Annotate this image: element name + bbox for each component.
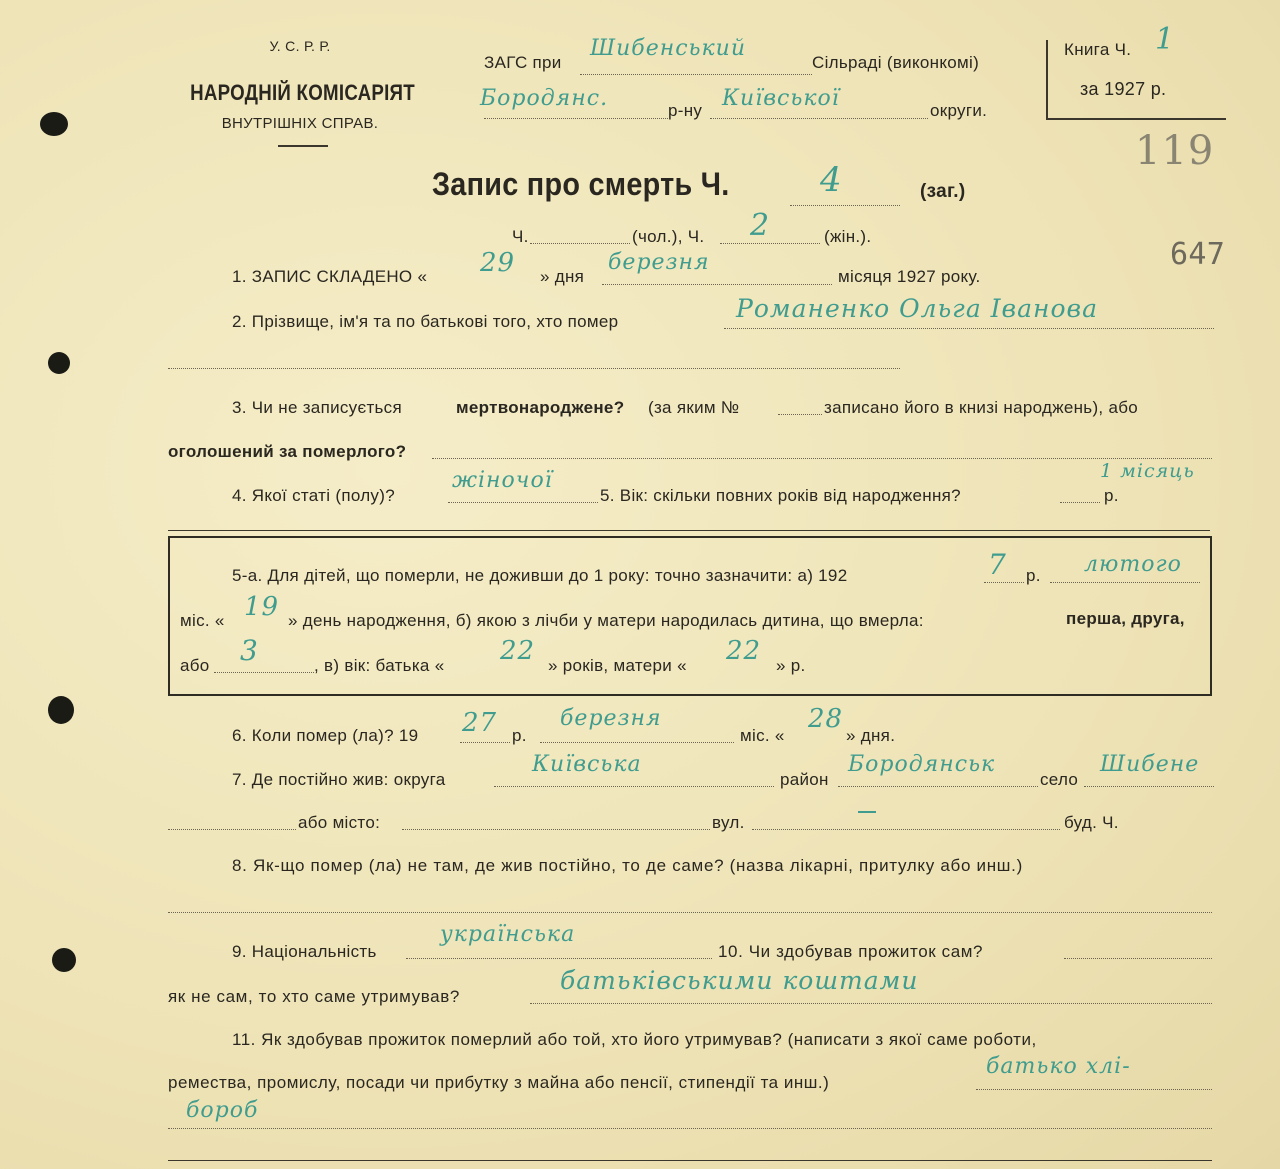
f7-vul: вул. xyxy=(712,813,745,832)
f9-line xyxy=(406,958,712,959)
book-box-left xyxy=(1046,40,1048,120)
f7-okruha-line xyxy=(494,786,774,787)
f4-line xyxy=(448,502,598,503)
f4-value: жіночої xyxy=(452,468,553,493)
f7-dash xyxy=(858,811,876,813)
f5a-line1a: 5-а. Для дітей, що померли, не доживши до 1 року: точно зазначити: а) 192 xyxy=(232,566,848,585)
book-year: за 1927 р. xyxy=(1080,79,1167,99)
f8-line xyxy=(168,912,1212,913)
female-count: 2 xyxy=(750,208,771,243)
record-zag: (заг.) xyxy=(920,181,966,202)
f11-line2: ремества, промислу, посади чи прибутку з майна або пенсії, стипендії та инш.) xyxy=(168,1073,830,1092)
f6-year-line xyxy=(460,742,510,743)
zags-suffix: Сільраді (виконкомі) xyxy=(812,53,980,72)
f5a-line3c: » р. xyxy=(776,656,806,675)
binder-hole-3 xyxy=(48,696,74,724)
f2-label: 2. Прізвище, ім'я та по батькові того, хто помер xyxy=(232,312,619,331)
f5a-abo: або xyxy=(180,656,210,675)
f5a-order-line xyxy=(214,672,314,673)
f3-line1a: 3. Чи не записується xyxy=(232,398,402,417)
f7-bud: буд. Ч. xyxy=(1064,813,1119,832)
f1-label: 1. ЗАПИС СКЛАДЕНО « xyxy=(232,267,428,286)
f8-label: 8. Як-що помер (ла) не там, де жив постійно, то де саме? (назва лікарні, притулку або инш.) xyxy=(232,856,1023,875)
f10-value: батьківськими коштами xyxy=(560,966,919,995)
f5a-month: лютого xyxy=(1084,552,1182,577)
header-rule xyxy=(278,145,328,147)
f6-end: » дня. xyxy=(846,726,896,745)
f7-selo-label: село xyxy=(1040,770,1079,789)
f11-value-2: бороб xyxy=(186,1098,259,1123)
f11-line-3 xyxy=(168,1128,1212,1129)
f5-label: 5. Вік: скільки повних років від народження? xyxy=(600,486,961,505)
f7-okruha: Київська xyxy=(532,752,642,777)
f7-rayon: Бородянськ xyxy=(848,752,996,777)
f2-line-2 xyxy=(168,368,900,369)
f5a-line3b: » років, матери « xyxy=(548,656,687,675)
binder-hole-4 xyxy=(52,948,76,972)
book-number: 1 xyxy=(1155,22,1176,57)
book-box-bottom xyxy=(1046,118,1226,120)
f5a-line2: » день народження, б) якою з лічби у матери народилась дитина, що вмерла: xyxy=(288,611,924,630)
f5a-order: 3 xyxy=(240,634,259,667)
male-count-line xyxy=(530,243,630,244)
f1-month-line xyxy=(602,284,832,285)
f10-label: 10. Чи здобував прожиток сам? xyxy=(718,942,984,961)
zags-village-hand: Шибенський xyxy=(590,36,746,61)
f1-end: місяця 1927 року. xyxy=(838,267,981,286)
okruha-hand: Київської xyxy=(722,86,840,111)
f7-selo-line xyxy=(1084,786,1214,787)
f7-label: 7. Де постійно жив: округа xyxy=(232,770,446,789)
f5-value: 1 місяць xyxy=(1100,460,1195,482)
f6-mis: міс. « xyxy=(740,726,785,745)
f4-label: 4. Якої статі (полу)? xyxy=(232,486,395,505)
f5-line xyxy=(1060,502,1100,503)
book-label: Книга Ч. xyxy=(1064,40,1132,59)
okruha-line xyxy=(710,118,928,119)
f6-label: 6. Коли помер (ла)? 19 xyxy=(232,726,419,745)
stamp-number: 647 xyxy=(1170,237,1226,272)
page-number: 119 xyxy=(1135,128,1215,174)
f6-year: 27 xyxy=(462,708,498,738)
f7-vul-line xyxy=(752,829,1060,830)
f6-month: березня xyxy=(560,706,662,731)
f5a-year-line xyxy=(984,582,1024,583)
header-ussr: У. С. Р. Р. xyxy=(269,38,331,54)
f5a-day: 19 xyxy=(244,592,280,622)
binder-hole-1 xyxy=(40,112,68,136)
f2-line xyxy=(724,328,1214,329)
rayon-hand: Бородянс. xyxy=(480,86,609,111)
f3-bold1: мертвонароджене? xyxy=(456,398,625,417)
record-number: 4 xyxy=(820,160,843,200)
f7-line-2a xyxy=(168,829,296,830)
f1-mid: » дня xyxy=(540,267,585,286)
f5a-bold: перша, друга, xyxy=(1066,609,1185,628)
female-count-label: (чол.), Ч. xyxy=(632,227,705,246)
f6-month-line xyxy=(540,742,734,743)
f10-line2: як не сам, то хто саме утримував? xyxy=(168,987,460,1006)
f2-name: Романенко Ольга Іванова xyxy=(736,294,1098,323)
f7-misto-line xyxy=(402,829,710,830)
record-title: Запис про смерть Ч. xyxy=(432,166,730,202)
f11-value-1: батько хлі- xyxy=(986,1054,1131,1079)
f1-month: березня xyxy=(608,250,710,275)
f1-day: 29 xyxy=(480,248,516,278)
okruha-label: округи. xyxy=(930,101,988,120)
record-num-line xyxy=(790,205,900,206)
f6-r: р. xyxy=(512,726,527,745)
f5a-mother: 22 xyxy=(726,636,762,666)
f9-value: українська xyxy=(440,922,576,947)
f3-line1c: записано його в книзі народжень), або xyxy=(824,398,1139,417)
f5a-father: 22 xyxy=(500,636,536,666)
male-count-label: Ч. xyxy=(512,227,529,246)
f5a-line3a: , в) вік: батька « xyxy=(314,656,445,675)
zags-village-line xyxy=(580,74,812,75)
rayon-line xyxy=(484,118,668,119)
header-internal: ВНУТРІШНІХ СПРАВ. xyxy=(221,115,379,132)
f3-line-2 xyxy=(432,458,1212,459)
f11-val-line xyxy=(976,1089,1212,1090)
section-rule-1 xyxy=(168,530,1210,531)
f5a-mis: міс. « xyxy=(180,611,225,630)
female-suffix: (жін.). xyxy=(824,227,872,246)
f6-day: 28 xyxy=(808,704,844,734)
header-commissariat: НАРОДНІЙ КОМІСАРІЯТ xyxy=(190,80,415,105)
zags-label: ЗАГС при xyxy=(484,53,562,72)
f10-val-line xyxy=(530,1003,1212,1004)
f5-r: р. xyxy=(1104,486,1119,505)
f7-selo: Шибене xyxy=(1100,752,1200,777)
f3-no-line xyxy=(778,414,822,415)
female-count-line xyxy=(720,243,820,244)
f3-line1b: (за яким № xyxy=(648,398,740,417)
f5a-month-line xyxy=(1050,582,1200,583)
f11-line1: 11. Як здобував прожиток померлий або той, хто його утримував? (написати з якої саме роботи, xyxy=(232,1030,1037,1049)
f5a-line1b: р. xyxy=(1026,566,1041,585)
f10-line xyxy=(1064,958,1212,959)
f9-label: 9. Національність xyxy=(232,942,377,961)
f7-misto: або місто: xyxy=(298,813,381,832)
f3-bold2: оголошений за померлого? xyxy=(168,442,407,461)
f7-rayon-label: район xyxy=(780,770,829,789)
f7-rayon-line xyxy=(838,786,1038,787)
f5a-year: 7 xyxy=(988,548,1007,581)
rayon-label: р-ну xyxy=(668,101,703,120)
bottom-rule xyxy=(168,1160,1212,1161)
binder-hole-2 xyxy=(48,352,70,374)
